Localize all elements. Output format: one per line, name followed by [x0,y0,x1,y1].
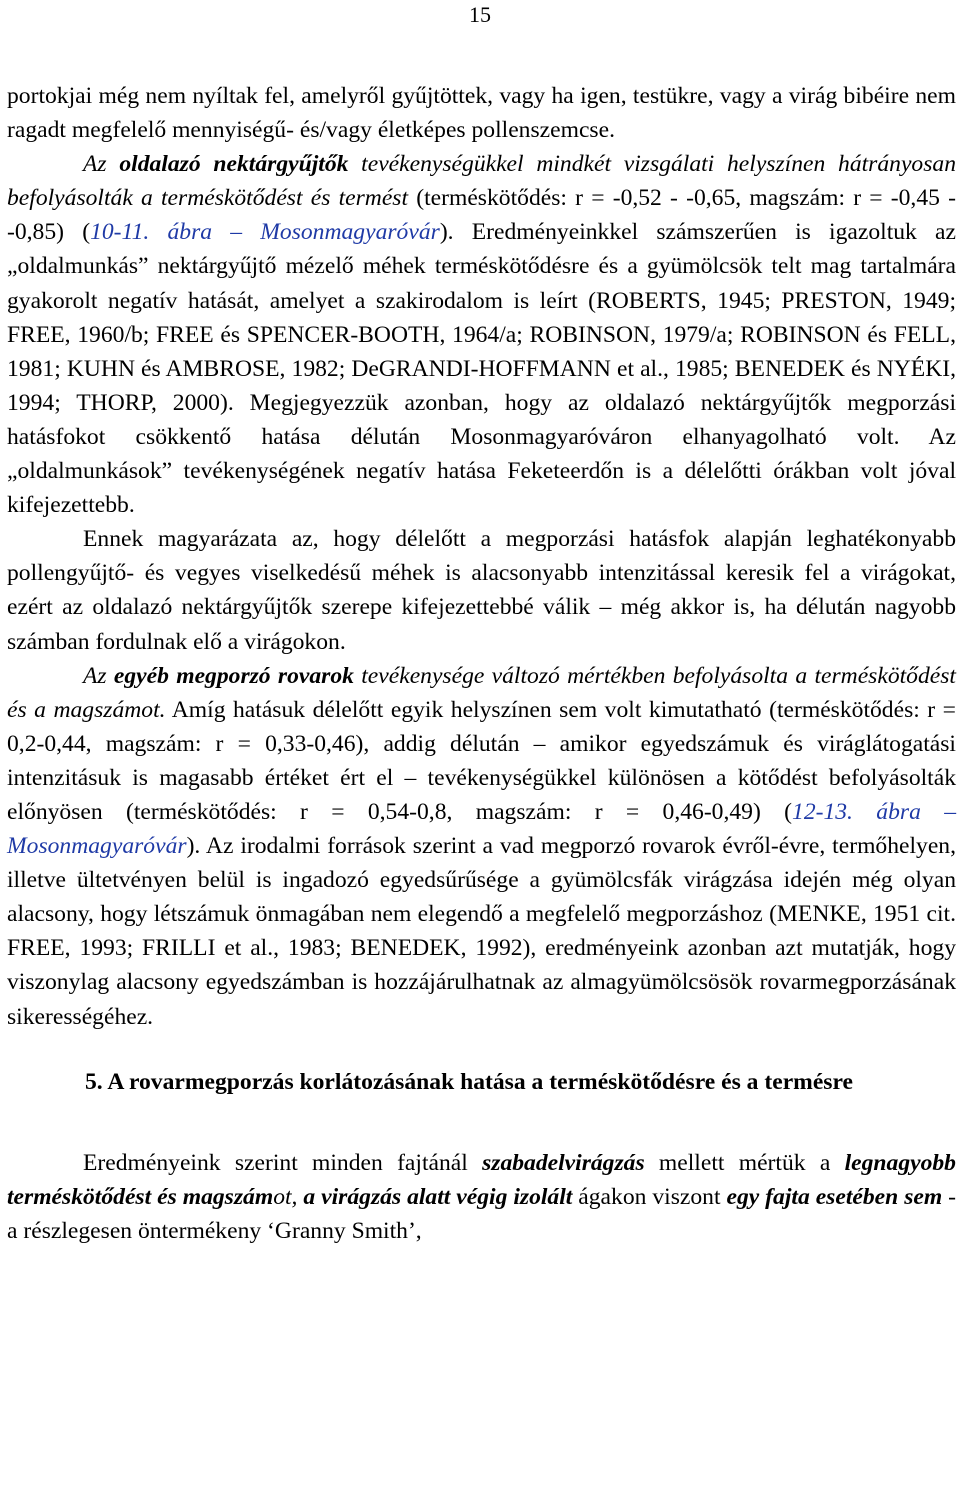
text-run: Eredményeink szerint minden fajtánál [83,1149,483,1176]
text-run: (terméskötődés: r = -0,52 - -0,65, magszám: r = -0,45 - -0,85) ( [7,185,956,246]
text-run: ágakon viszont [572,1183,727,1210]
text-run: - a részlegesen öntermékeny ‘Granny Smith’, [7,1183,957,1244]
paragraph-3 [7,522,956,658]
page-number: 15 [469,2,491,27]
paragraph-1 [7,79,956,147]
text-run: 10-11. ábra – Mosonmagyaróvár [90,219,440,246]
section-number: 5. [85,1068,103,1095]
text-run: Ennek magyarázata az, hogy délelőtt a megporzási hatásfok alapján leghatékonyabb pollengyűjtő- és vegyes viselkedésű méhek is alacsonyabb intenzitással keresik fel a virágokat, ezért az oldalazó nektárgyűjtők szerepe kifejezettebbé válik – még akkor is, ha délután nagyobb számban fordulnak elő a virágokon. [7,526,956,655]
text-run: tevékenysége változó mértékben befolyásolta a terméskötődést és a magszámot. [7,662,956,723]
paragraph-2 [7,147,956,522]
paragraph-4 [7,659,956,1034]
text-run: ). Az irodalmi források szerint a vad megporzó rovarok évről-évre, termőhelyen, illetve ültetvényen belül is ingadozó egyedsűrűsége a gyümölcsfák virágzása idején még olyan alacsony, hogy létszámuk önmagában nem elegendő a megfelelő megporzáshoz (MENKE, 1951 cit. FREE, 1993; FRILLI et al., 1983; BENEDEK, 1992), eredményeink azonban azt mutatják, hogy viszonylag alacsony egyedszámban is hozzájárulhatnak az almagyümölcsösök rovarmegporzásának sikerességéhez. [7,833,956,1030]
section-heading [7,1064,956,1100]
text-run: mellett mértük a [644,1149,845,1176]
text-run: egyéb megporzó rovarok [113,662,354,689]
text-run: tevékenységükkel mindkét vizsgálati helyszínen hátrányosan befolyásolták a terméskötődést és termést [7,151,956,212]
section-title: A rovarmegporzás korlátozásának hatása a terméskötődésre és a termésre [107,1068,853,1095]
text-run: 12-13. ábra – Mosonmagyaróvár [7,798,956,860]
text-run: Az [83,151,120,178]
paragraph-5 [7,1146,956,1248]
text-run: Az [83,662,114,689]
text-run: legnagyobb terméskötődést és magszám [7,1149,956,1210]
text-run: egy fajta esetében sem [726,1183,943,1210]
text-run: Amíg hatásuk délelőtt egyik helyszínen sem volt kimutatható (terméskötődés: r = 0,2-0,44, magszám: r = 0,33-0,46), addig délután – amikor egyedszámuk és viráglátogatási intenzitásuk is magasabb értéket ért el – tevékenységükkel különösen a kötődést befolyásolták előnyösen (terméskötődés: r = 0,54-0,8, magszám: r = 0,46-0,49) ( [7,696,956,825]
text-run: szabadelvirágzás [482,1149,645,1176]
text-run: portokjai még nem nyíltak fel, amelyről gyűjtöttek, vagy ha igen, testükre, vagy a virág bibéire nem ragadt megfelelő mennyiségű- és/vagy életképes pollenszemcse. [7,83,956,144]
text-run: ot, [273,1183,304,1210]
text-run: a virágzás alatt végig izolált [303,1183,573,1210]
document-body [7,79,956,1248]
text-run: oldalazó nektárgyűjtők [119,151,349,178]
text-run: ). Eredményeinkkel számszerűen is igazoltuk az „oldalmunkás” nektárgyűjtő mézelő méhek terméskötődésre és a gyümölcsök telt mag tartalmára gyakorolt negatív hatását, amelyet a szakirodalom is leírt (ROBERTS, 1945; PRESTON, 1949; FREE, 1960/b; FREE és SPENCER-BOOTH, 1964/a; ROBINSON, 1979/a; ROBINSON és FELL, 1981; KUHN és AMBROSE, 1982; DeGRANDI-HOFFMANN et al., 1985; BENEDEK és NYÉKI, 1994; THORP, 2000). Megjegyezzük azonban, hogy az oldalazó nektárgyűjtők megporzási hatásfokot csökkentő hatása délután Mosonmagyaróváron elhanyagolható volt. Az „oldalmunkások” tevékenységének negatív hatása Feketeerdőn is a délelőtti órákban volt jóval kifejezettebb. [7,219,956,519]
